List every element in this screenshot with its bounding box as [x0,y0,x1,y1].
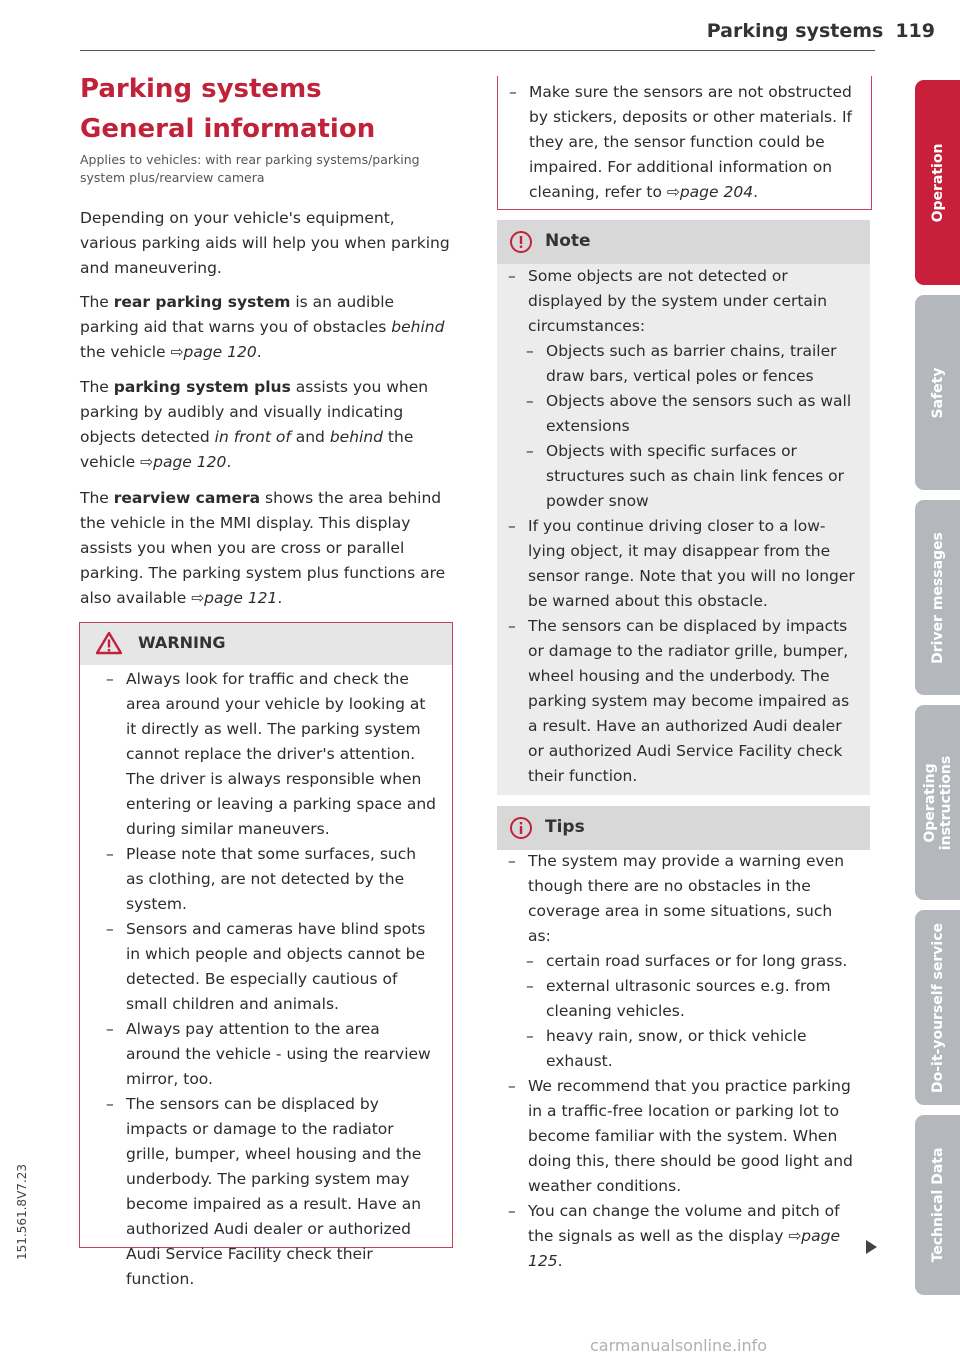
list-item: – You can change the volume and pitch of the signals as well as the display ⇨page 125. [508,1202,841,1270]
tips-box [497,806,870,1270]
warning-title: WARNING [138,633,226,652]
sub-list-item: – Objects with specific surfaces or structures such as chain link fences or powder snow [526,442,844,510]
parking-plus-paragraph: The parking system plus assists you when parking by audibly and visually indicating objects detected in front of and behind the vehicle ⇨page 120. [80,378,429,471]
list-item: – Please note that some surfaces, such as clothing, are not detected by the system. [106,845,417,913]
warning-triangle-icon [96,631,122,655]
sub-list-item: – Objects above the sensors such as wall extensions [526,392,852,435]
side-tab-operation[interactable]: Operation [915,80,960,285]
side-tab-operating-instructions[interactable]: Operating instructions [915,705,960,900]
list-item: – The system may provide a warning even though there are no obstacles in the coverage area in some situations, such as: [508,852,845,945]
note-header [497,220,870,264]
tips-list [508,849,858,1274]
continue-arrow-icon [866,1240,877,1254]
page-ref-link[interactable]: ⇨page 204 [666,183,754,201]
document-code: 151.561.8V7.23 [15,1164,29,1260]
list-item: – We recommend that you practice parking in a traffic-free location or parking lot to become familiar with the system. When doing this, there should be good light and weather conditions. [508,1077,853,1195]
list-item: – Always pay attention to the area around the vehicle - using the rearview mirror, too. [106,1020,431,1088]
side-tab-driver-messages[interactable]: Driver messages [915,500,960,695]
chapter-title: Parking systems [80,74,322,104]
tips-info-icon [509,816,533,840]
note-list [508,264,858,789]
applies-to-note: Applies to vehicles: with rear parking systems/parking system plus/rearview camera [80,152,420,185]
section-title: General information [80,114,376,144]
header-section: Parking systems [706,20,884,42]
note-exclamation-icon [509,230,533,254]
sub-list-item: – heavy rain, snow, or thick vehicle exhaust. [526,1027,807,1070]
warning-header [80,623,452,665]
note-title: Note [545,231,591,251]
list-item: – Some objects are not detected or displayed by the system under certain circumstances: [508,267,828,335]
list-item: – Always look for traffic and check the area around your vehicle by looking at it directly as well. The parking system cannot replace the driver's attention. The driver is always responsible when entering or leaving a parking space and during similar maneuvers. [106,670,436,838]
list-item: – Make sure the sensors are not obstructed by stickers, deposits or other materials. If they are, the sensor function could be impaired. For additional information on cleaning, refer to ⇨page 204. [509,83,852,201]
warning-continuation-box [497,76,872,210]
rearview-camera-paragraph: The rearview camera shows the area behind the vehicle in the MMI display. This display assists you when you are cross or parallel parking. The parking system plus functions are also available ⇨page 121. [80,489,446,607]
footer-watermark: carmanualsonline.info [590,1336,768,1355]
page-ref-link[interactable]: ⇨page 120 [170,343,257,361]
sub-list-item: – external ultrasonic sources e.g. from cleaning vehicles. [526,977,831,1020]
tips-title: Tips [545,817,585,837]
sub-list-item: – Objects such as barrier chains, trailer draw bars, vertical poles or fences [526,342,837,385]
list-item: – If you continue driving closer to a low-lying object, it may disappear from the sensor range. Note that you will no longer be warned about this obstacle. [508,517,855,610]
intro-paragraph: Depending on your vehicle's equipment, various parking aids will help you when parking and maneuvering. [80,209,450,277]
page-ref-link[interactable]: ⇨page 121 [191,589,278,607]
page-ref-link[interactable]: ⇨page 125 [528,1227,841,1270]
list-item: – The sensors can be displaced by impacts or damage to the radiator grille, bumper, wheel housing and the underbody. The parking system may become impaired as a result. Have an authorized Audi dealer or authorized Audi Service Facility check their function. [106,1095,422,1288]
side-tab-safety[interactable]: Safety [915,295,960,490]
rear-parking-paragraph: The rear parking system is an audible parking aid that warns you of obstacles behind the vehicle ⇨page 120. [80,293,445,361]
header-rule [80,50,875,51]
warning-box [79,622,453,1288]
note-box [497,220,870,795]
side-tab-do-it-yourself[interactable]: Do-it-yourself service [915,910,960,1105]
page-number: 119 [895,20,935,42]
page-ref-link[interactable]: ⇨page 120 [140,453,227,471]
list-item: – Sensors and cameras have blind spots in which people and objects cannot be detected. Be especially cautious of small children and animals. [106,920,426,1013]
sub-list-item: – certain road surfaces or for long grass. [526,952,848,970]
tips-header [497,806,870,850]
list-item: – The sensors can be displaced by impacts or damage to the radiator grille, bumper, wheel housing and the underbody. The parking system may become impaired as a result. Have an authorized Audi dealer or authorized Audi Service Facility check their function. [508,617,850,785]
warning-continuation-list [509,80,859,205]
warning-list [106,667,438,1292]
running-header [660,20,935,42]
side-tab-technical-data[interactable]: Technical Data [915,1115,960,1295]
